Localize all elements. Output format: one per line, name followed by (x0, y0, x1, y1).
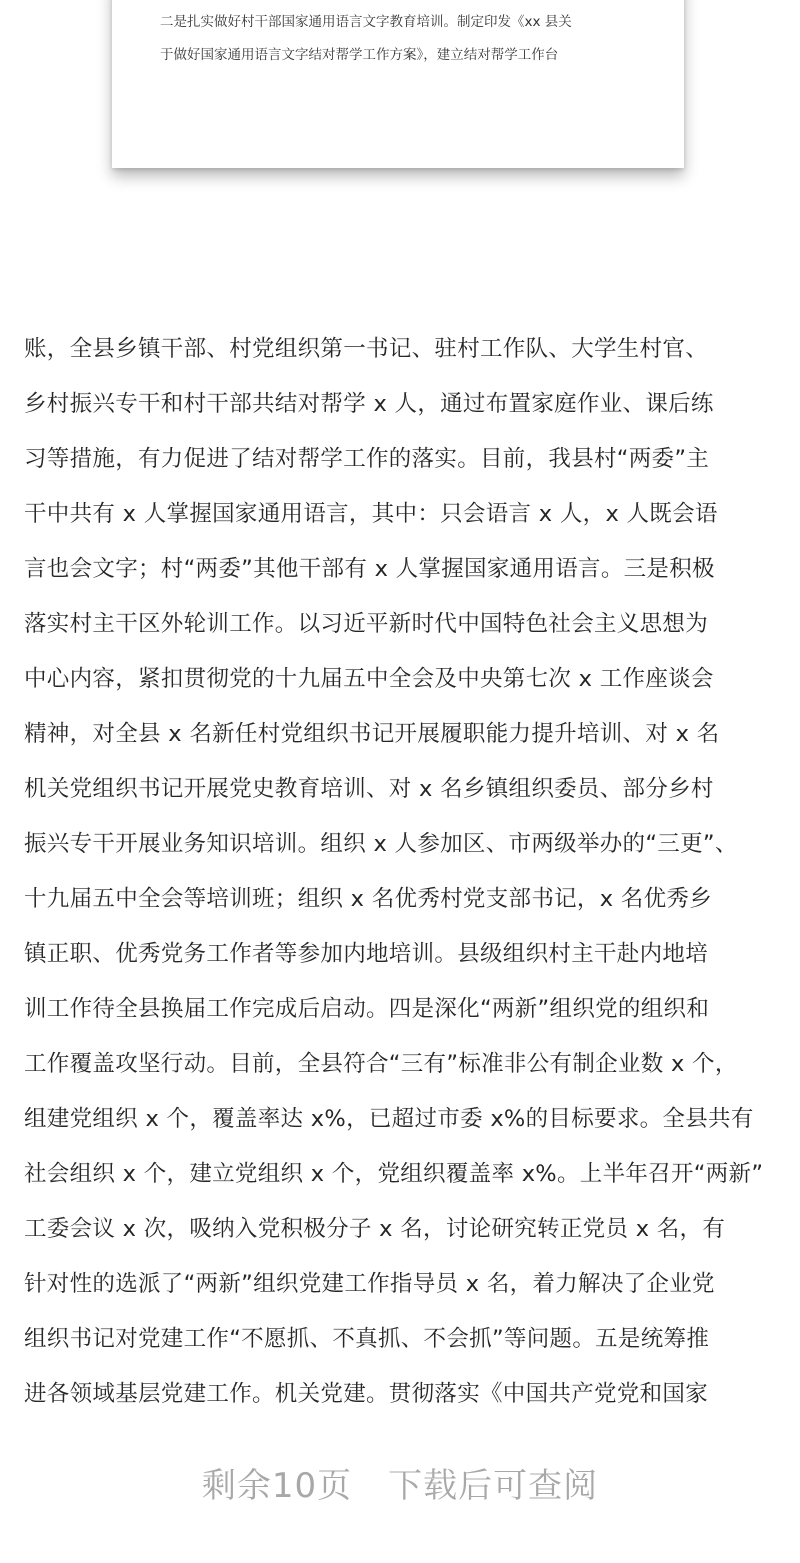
body-line: 精神，对全县 x 名新任村党组织书记开展履职能力提升培训、对 x 名 (24, 721, 720, 747)
body-line: 社会组织 x 个，建立党组织 x 个，党组织覆盖率 x%。上半年召开“两新” (24, 1161, 764, 1187)
body-line: 进各领域基层党建工作。机关党建。贯彻落实《中国共产党党和国家 (24, 1381, 709, 1407)
document-body (24, 322, 794, 1422)
body-line: 十九届五中全会等培训班；组织 x 名优秀村党支部书记，x 名优秀乡 (24, 886, 712, 912)
preview-line: 于做好国家通用语言文字结对帮学工作方案》，建立结对帮学工作台 (160, 47, 559, 63)
body-line: 落实村主干区外轮训工作。以习近平新时代中国特色社会主义思想为 (24, 611, 709, 637)
body-line: 针对性的选派了“两新”组织党建工作指导员 x 名，着力解决了企业党 (24, 1271, 715, 1297)
body-line: 言也会文字；村“两委”其他干部有 x 人掌握国家通用语言。三是积极 (24, 556, 715, 582)
body-line: 工委会议 x 次，吸纳入党积极分子 x 名，讨论研究转正党员 x 名，有 (24, 1216, 726, 1242)
body-line: 训工作待全县换届工作完成后启动。四是深化“两新”组织党的组织和 (24, 996, 710, 1022)
body-line: 组织书记对党建工作“不愿抓、不真抓、不会抓”等问题。五是统筹推 (24, 1326, 710, 1352)
preview-line: 二是扎实做好村干部国家通用语言文字教育培训。制定印发《xx 县关 (160, 14, 572, 30)
read-more-link[interactable] (0, 1458, 800, 1507)
body-line: 乡村振兴专干和村干部共结对帮学 x 人，通过布置家庭作业、课后练 (24, 391, 714, 417)
body-line: 组建党组织 x 个，覆盖率达 x%，已超过市委 x%的目标要求。全县共有 (24, 1106, 754, 1132)
body-line: 习等措施，有力促进了结对帮学工作的落实。目前，我县村“两委”主 (24, 446, 710, 472)
body-line: 镇正职、优秀党务工作者等参加内地培训。县级组织村主干赴内地培 (24, 941, 709, 967)
body-line: 账，全县乡镇干部、村党组织第一书记、驻村工作队、大学生村官、 (24, 336, 709, 362)
preview-page-card (112, 0, 684, 168)
download-to-read-text: 下载后可查阅 (388, 1466, 599, 1506)
body-line: 机关党组织书记开展党史教育培训、对 x 名乡镇组织委员、部分乡村 (24, 776, 714, 802)
body-line: 干中共有 x 人掌握国家通用语言，其中：只会语言 x 人，x 人既会语 (24, 501, 718, 527)
body-line: 中心内容，紧扣贯彻党的十九届五中全会及中央第七次 x 工作座谈会 (24, 666, 714, 692)
remaining-pages-text: 剩余10页 (201, 1466, 353, 1506)
body-line: 工作覆盖攻坚行动。目前，全县符合“三有”标准非公有制企业数 x 个， (24, 1051, 738, 1077)
preview-paragraph (160, 6, 650, 72)
body-line: 振兴专干开展业务知识培训。组织 x 人参加区、市两级举办的“三更”、 (24, 831, 738, 857)
